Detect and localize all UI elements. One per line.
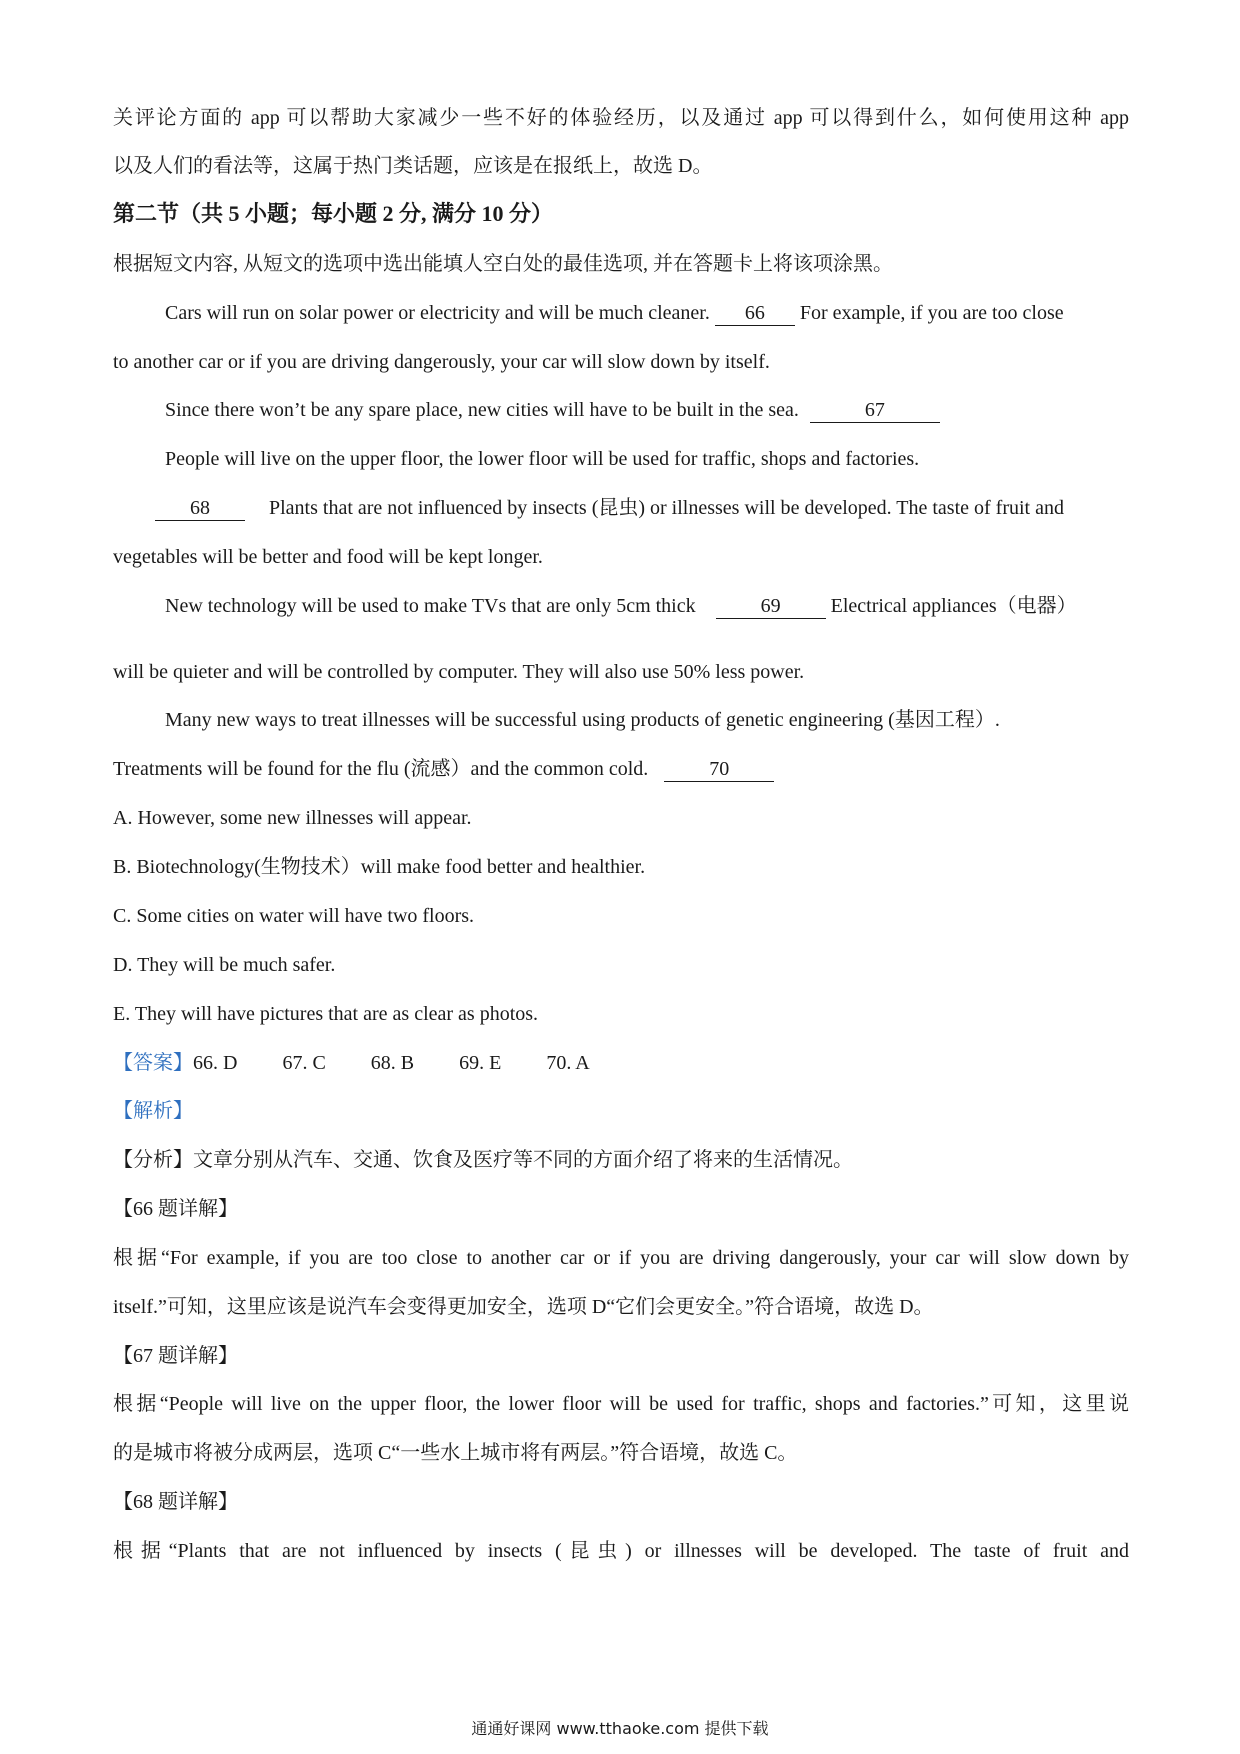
- answer-item: 66. D: [193, 1052, 238, 1074]
- passage-line: vegetables will be better and food will be kept longer.: [113, 546, 543, 568]
- passage-text: Plants that are not influenced by insects (昆虫) or illnesses will be developed. The taste of fruit and: [269, 497, 1064, 519]
- passage-text: Electrical appliances（电器）: [830, 595, 1077, 617]
- passage-line: Many new ways to treat illnesses will be successful using products of genetic engineering (基因工程）.: [165, 709, 1000, 731]
- q67-title: 【67 题详解】: [113, 1345, 238, 1367]
- option-b: B. Biotechnology(生物技术）will make food better and healthier.: [113, 856, 646, 878]
- q66-title: 【66 题详解】: [113, 1198, 238, 1220]
- q67-line-2: 的是城市将被分成两层，选项 C“一些水上城市将有两层。”符合语境，故选 C。: [113, 1442, 798, 1464]
- passage-line: [165, 396, 940, 424]
- answer-item: 70. A: [546, 1052, 590, 1074]
- passage-text: Cars will run on solar power or electricity and will be much cleaner.: [165, 302, 710, 324]
- blank-69: 69: [716, 594, 826, 619]
- passage-text: Treatments will be found for the flu (流感）and the common cold.: [113, 758, 649, 780]
- q67-line-1: 根据“People will live on the upper floor, the lower floor will be used for traffic, shops and factories.”可知，这里说: [113, 1393, 1129, 1415]
- answer-line: [113, 1049, 590, 1077]
- blank-66: 66: [715, 301, 795, 326]
- q68-line-1: 根据“Plants that are not influenced by insects (昆虫) or illnesses will be developed. The taste of fruit and: [113, 1540, 1129, 1562]
- answer-item: 67. C: [282, 1052, 326, 1074]
- summary-line: 【分析】文章分别从汽车、交通、饮食及医疗等不同的方面介绍了将来的生活情况。: [113, 1149, 853, 1171]
- section-heading: 第二节（共 5 小题；每小题 2 分, 满分 10 分）: [113, 201, 554, 226]
- intro-line-1: 关评论方面的 app 可以帮助大家减少一些不好的体验经历，以及通过 app 可以得到什么，如何使用这种 app: [113, 107, 1129, 129]
- passage-text: Since there won’t be any spare place, new cities will have to be built in the sea.: [165, 399, 799, 421]
- option-e: E. They will have pictures that are as clear as photos.: [113, 1003, 539, 1025]
- q68-title: 【68 题详解】: [113, 1491, 238, 1513]
- footer-watermark: 通通好课网 www.tthaoke.com 提供下载: [471, 1719, 769, 1738]
- passage-text: For example, if you are too close: [799, 302, 1064, 324]
- option-c: C. Some cities on water will have two floors.: [113, 905, 475, 927]
- section-instruction: 根据短文内容, 从短文的选项中选出能填人空白处的最佳选项, 并在答题卡上将该项涂黑。: [113, 253, 893, 275]
- q66-line-2: itself.”可知，这里应该是说汽车会变得更加安全，选项 D“它们会更安全。”符合语境，故选 D。: [113, 1296, 934, 1318]
- analysis-label: 【解析】: [113, 1100, 193, 1122]
- passage-line: to another car or if you are driving dangerously, your car will slow down by itself.: [113, 351, 770, 373]
- blank-67: 67: [810, 398, 940, 423]
- passage-line: [165, 299, 1064, 327]
- q66-line-1: 根据“For example, if you are too close to another car or if you are driving dangerously, your car will slow down by: [113, 1247, 1129, 1269]
- answer-label: 【答案】: [113, 1052, 193, 1074]
- passage-line: People will live on the upper floor, the lower floor will be used for traffic, shops and factories.: [165, 448, 920, 470]
- blank-70: 70: [664, 757, 774, 782]
- option-a: A. However, some new illnesses will appear.: [113, 807, 472, 829]
- answer-item: 68. B: [370, 1052, 415, 1074]
- passage-line: [113, 755, 774, 783]
- passage-text: New technology will be used to make TVs that are only 5cm thick: [165, 595, 696, 617]
- passage-line: [155, 494, 1064, 522]
- passage-line: [165, 592, 1077, 620]
- blank-68: 68: [155, 496, 245, 521]
- answer-item: 69. E: [459, 1052, 502, 1074]
- option-d: D. They will be much safer.: [113, 954, 336, 976]
- passage-line: will be quieter and will be controlled by computer. They will also use 50% less power.: [113, 661, 805, 683]
- intro-line-2: 以及人们的看法等，这属于热门类话题，应该是在报纸上，故选 D。: [113, 155, 713, 177]
